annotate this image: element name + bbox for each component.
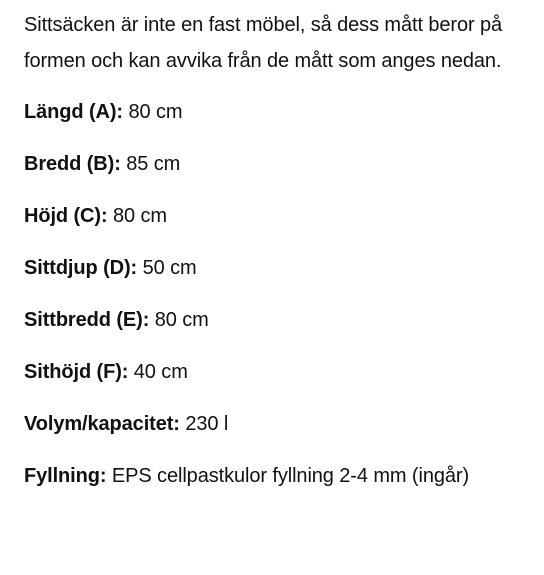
spec-label: Sittdjup (D):: [24, 257, 138, 279]
spec-value: 50 cm: [137, 257, 197, 279]
spec-label: Höjd (C):: [24, 205, 108, 227]
spec-value: 85 cm: [120, 153, 181, 175]
spec-label: Sithöjd (F):: [24, 361, 129, 383]
spec-value: EPS cellpastkulor fyllning 2-4 mm (ingår): [106, 465, 470, 487]
dimensions-spec-list: [24, 95, 520, 495]
spec-label: Längd (A):: [24, 101, 123, 123]
dimensions-intro-text: Sittsäcken är inte en fast möbel, så dess mått beror på formen och kan avvika från de mått som anges nedan.: [24, 14, 503, 72]
spec-seat-height: [24, 355, 520, 391]
spec-seat-width: [24, 303, 520, 339]
spec-volume-capacity: [24, 407, 520, 443]
spec-width: [24, 147, 520, 183]
spec-value: 80 cm: [107, 205, 167, 227]
spec-label: Sittbredd (E):: [24, 309, 150, 331]
spec-label: Fyllning:: [24, 465, 107, 487]
spec-value: 230 l: [179, 413, 229, 435]
spec-filling: [24, 459, 520, 495]
spec-seat-depth: [24, 251, 520, 287]
spec-value: 40 cm: [128, 361, 188, 383]
spec-value: 80 cm: [149, 309, 209, 331]
spec-label: Volym/kapacitet:: [24, 413, 180, 435]
spec-value: 80 cm: [122, 101, 183, 123]
spec-length: [24, 95, 520, 131]
spec-label: Bredd (B):: [24, 153, 121, 175]
spec-height: [24, 199, 520, 235]
